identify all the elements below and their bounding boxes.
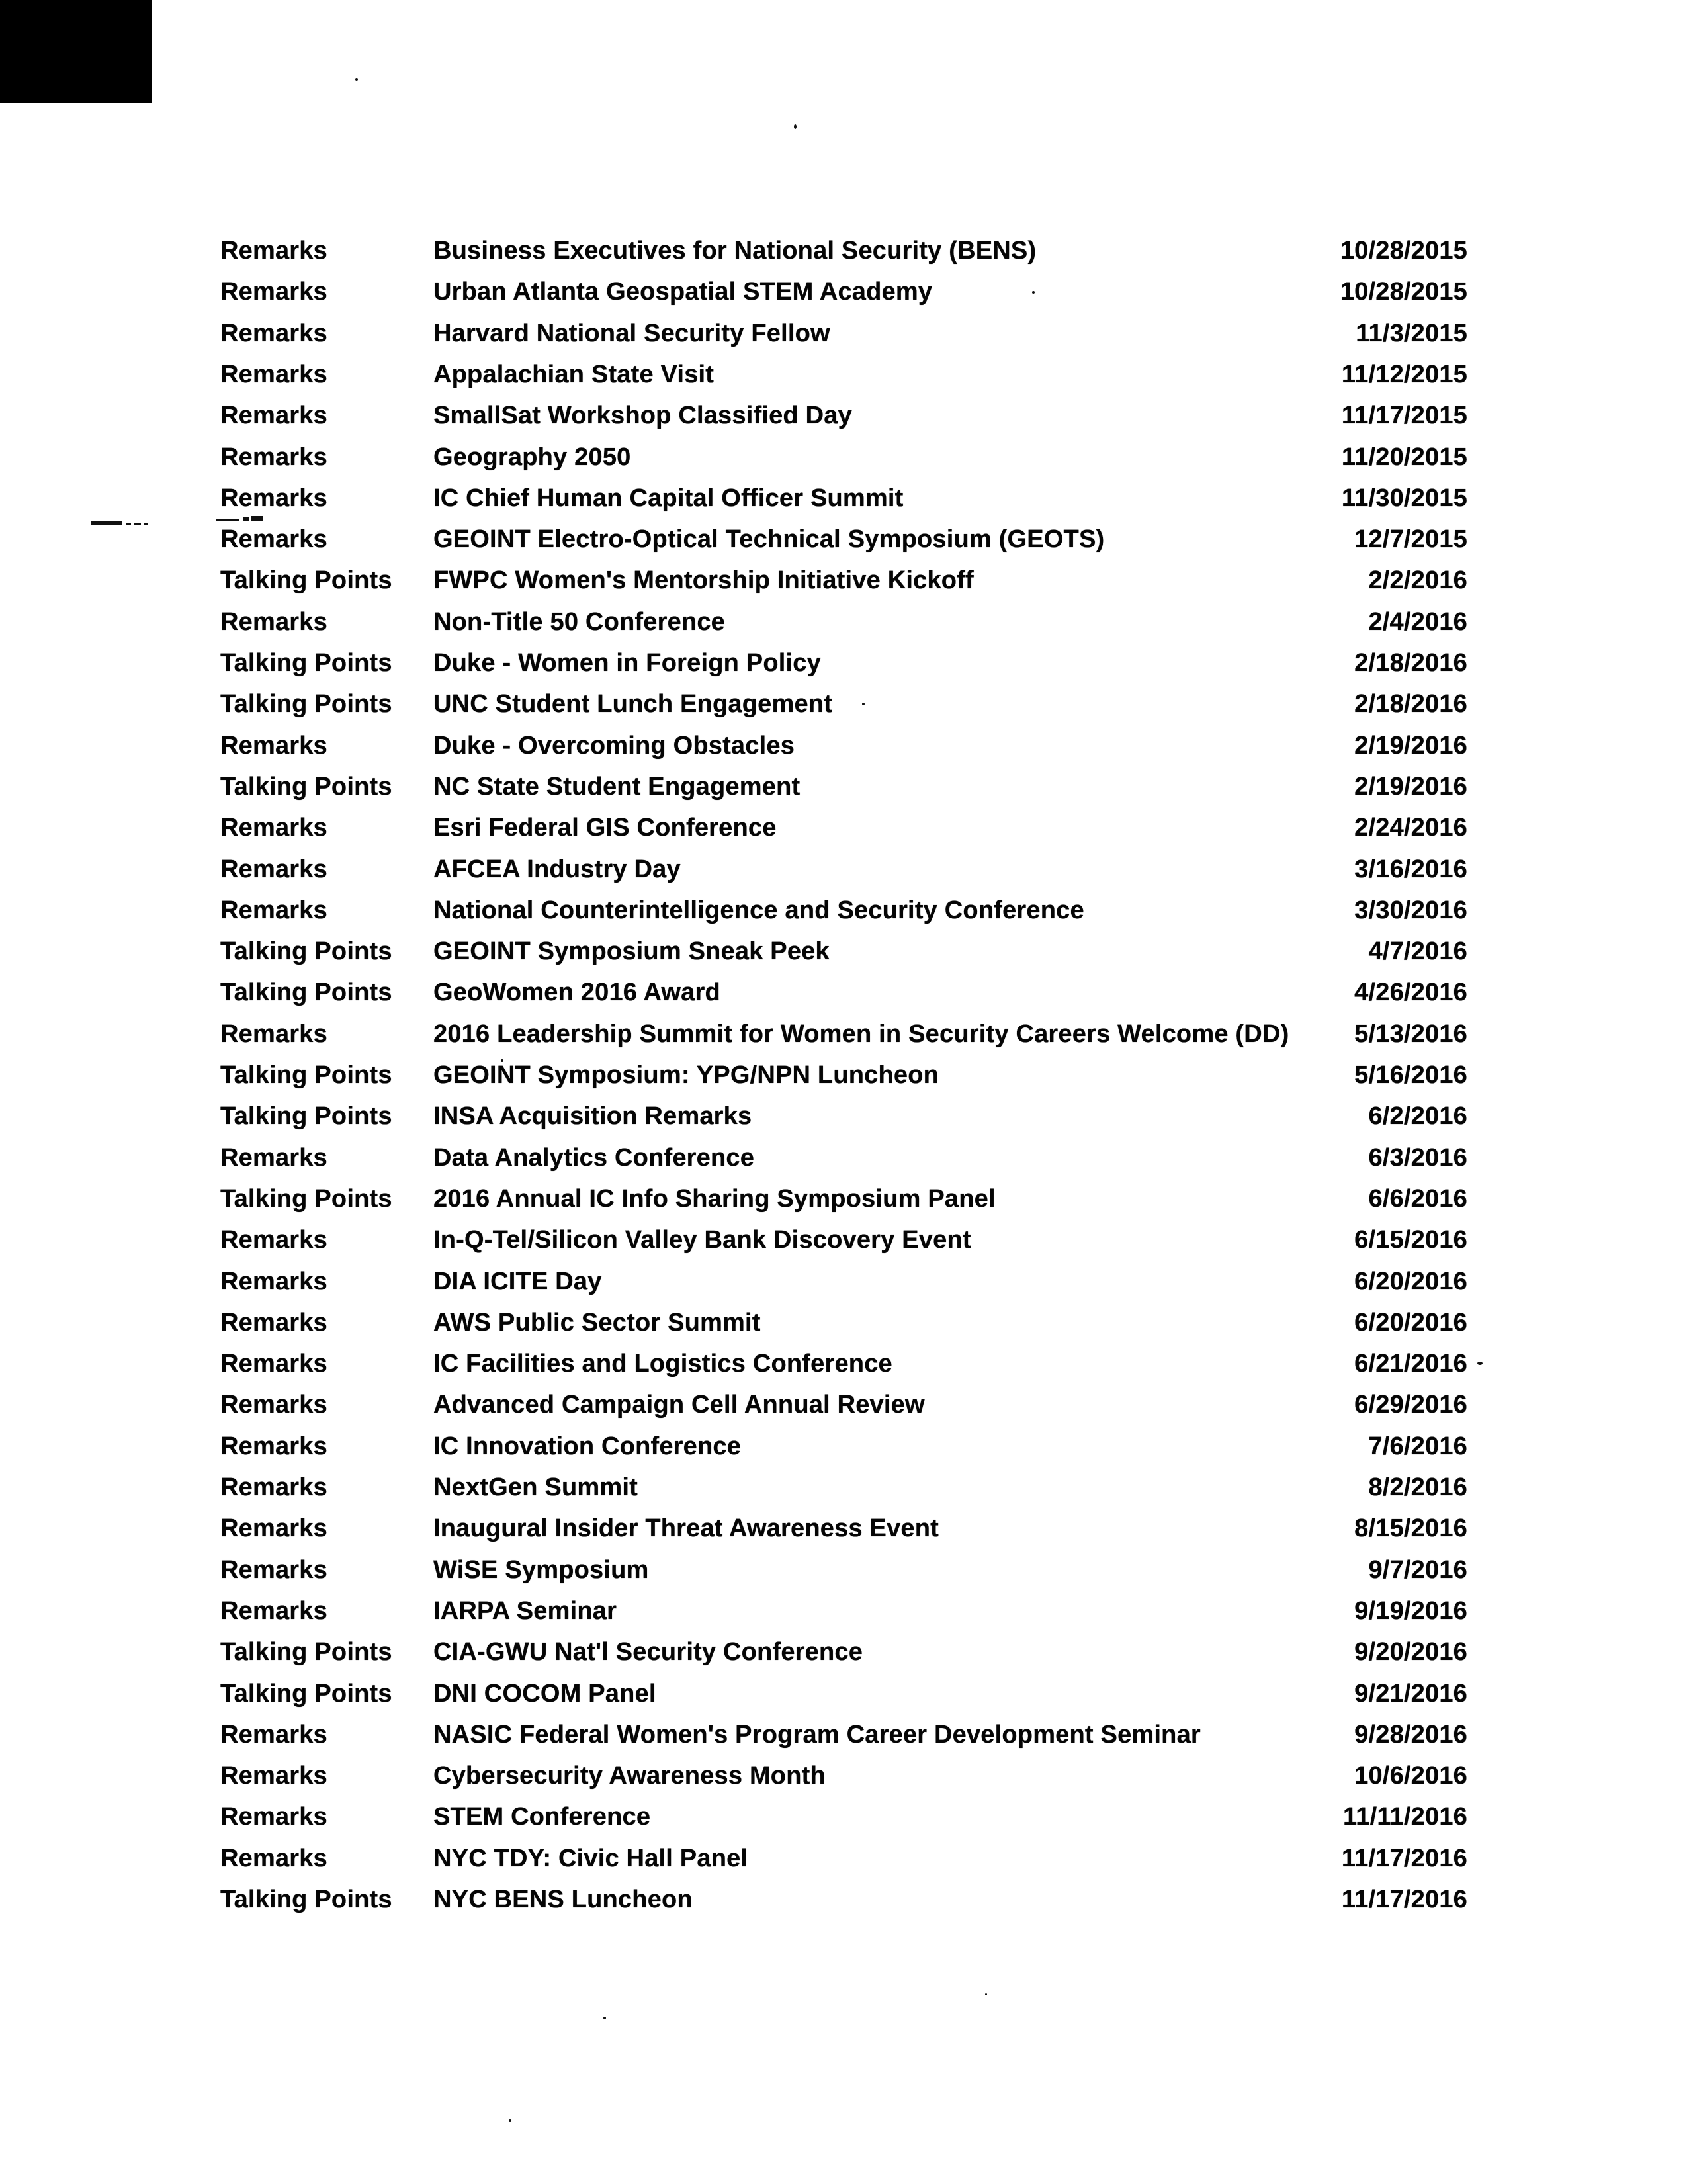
row-date-cell: 2/4/2016 [1368,608,1467,636]
row-type-cell: Remarks [220,525,327,553]
row-event-cell: Urban Atlanta Geospatial STEM Academy [433,278,933,306]
row-type-cell: Remarks [220,1020,327,1048]
table-row [0,320,1691,361]
row-type-cell: Remarks [220,1762,327,1790]
table-row [0,237,1691,278]
row-date-cell: 2/18/2016 [1354,690,1467,718]
row-type-cell: Remarks [220,1391,327,1419]
row-date-cell: 7/6/2016 [1368,1432,1467,1460]
table-row [0,979,1691,1020]
row-date-cell: 9/19/2016 [1354,1597,1467,1625]
table-row [0,1102,1691,1143]
table-row [0,1020,1691,1061]
row-event-cell: National Counterintelligence and Security Conference [433,896,1084,924]
table-row [0,443,1691,484]
row-event-cell: Inaugural Insider Threat Awareness Event [433,1514,939,1542]
row-event-cell: GEOINT Symposium Sneak Peek [433,938,830,965]
row-date-cell: 11/17/2015 [1341,402,1467,429]
row-date-cell: 2/19/2016 [1354,732,1467,760]
row-event-cell: AWS Public Sector Summit [433,1309,761,1336]
row-type-cell: Remarks [220,361,327,388]
row-type-cell: Talking Points [220,1680,392,1708]
row-date-cell: 6/20/2016 [1354,1268,1467,1295]
row-type-cell: Talking Points [220,1102,392,1130]
row-date-cell: 6/2/2016 [1368,1102,1467,1130]
row-date-cell: 2/2/2016 [1368,566,1467,594]
row-event-cell: GEOINT Electro-Optical Technical Symposium (GEOTS) [433,525,1105,553]
row-type-cell: Remarks [220,1226,327,1254]
row-type-cell: Talking Points [220,1061,392,1089]
row-date-cell: 5/13/2016 [1354,1020,1467,1048]
table-row [0,1268,1691,1309]
table-row [0,649,1691,690]
row-date-cell: 9/20/2016 [1354,1638,1467,1666]
row-type-cell: Talking Points [220,690,392,718]
row-event-cell: IC Facilities and Logistics Conference [433,1350,892,1377]
row-type-cell: Talking Points [220,566,392,594]
row-type-cell: Remarks [220,320,327,347]
row-date-cell: 11/3/2015 [1356,320,1467,347]
row-event-cell: NASIC Federal Women's Program Career Development Seminar [433,1721,1201,1749]
table-row [0,278,1691,319]
row-date-cell: 6/29/2016 [1354,1391,1467,1419]
table-row [0,1845,1691,1886]
row-event-cell: NextGen Summit [433,1473,638,1501]
table-row [0,1350,1691,1391]
table-row [0,855,1691,896]
row-event-cell: IC Chief Human Capital Officer Summit [433,484,904,512]
table-row [0,1473,1691,1514]
table-row [0,1721,1691,1762]
row-date-cell: 6/3/2016 [1368,1144,1467,1172]
row-event-cell: INSA Acquisition Remarks [433,1102,752,1130]
row-type-cell: Remarks [220,855,327,883]
row-event-cell: 2016 Leadership Summit for Women in Security Careers Welcome (DD) [433,1020,1289,1048]
row-date-cell: 6/20/2016 [1354,1309,1467,1336]
table-row [0,1886,1691,1927]
row-date-cell: 11/11/2016 [1343,1803,1467,1831]
row-event-cell: SmallSat Workshop Classified Day [433,402,852,429]
row-event-cell: Data Analytics Conference [433,1144,755,1172]
table-row [0,690,1691,731]
table-row [0,1226,1691,1267]
row-event-cell: Duke - Women in Foreign Policy [433,649,821,677]
table-row [0,484,1691,525]
row-date-cell: 12/7/2015 [1354,525,1467,553]
row-type-cell: Remarks [220,443,327,471]
row-type-cell: Talking Points [220,1886,392,1913]
row-event-cell: GEOINT Symposium: YPG/NPN Luncheon [433,1061,939,1089]
table-row [0,1391,1691,1432]
row-type-cell: Remarks [220,732,327,760]
row-type-cell: Talking Points [220,938,392,965]
table-row [0,1144,1691,1185]
row-event-cell: Geography 2050 [433,443,631,471]
table-row [0,814,1691,855]
table-row [0,566,1691,607]
row-date-cell: 8/15/2016 [1354,1514,1467,1542]
row-event-cell: FWPC Women's Mentorship Initiative Kickoff [433,566,974,594]
row-type-cell: Talking Points [220,1638,392,1666]
row-type-cell: Remarks [220,1309,327,1336]
row-event-cell: IC Innovation Conference [433,1432,742,1460]
row-event-cell: WiSE Symposium [433,1556,649,1584]
row-date-cell: 9/7/2016 [1368,1556,1467,1584]
row-event-cell: Advanced Campaign Cell Annual Review [433,1391,925,1419]
row-type-cell: Remarks [220,1845,327,1872]
table-row [0,773,1691,814]
row-event-cell: NC State Student Engagement [433,773,801,801]
table-row [0,402,1691,443]
table-row [0,608,1691,649]
row-date-cell: 6/21/2016 [1354,1350,1467,1377]
row-event-cell: GeoWomen 2016 Award [433,979,720,1006]
row-date-cell: 11/17/2016 [1341,1886,1467,1913]
row-event-cell: AFCEA Industry Day [433,855,681,883]
row-event-cell: DIA ICITE Day [433,1268,602,1295]
row-date-cell: 8/2/2016 [1368,1473,1467,1501]
row-type-cell: Remarks [220,1556,327,1584]
row-date-cell: 2/24/2016 [1354,814,1467,842]
table-row [0,1432,1691,1473]
row-date-cell: 10/6/2016 [1354,1762,1467,1790]
row-date-cell: 4/7/2016 [1368,938,1467,965]
row-date-cell: 11/20/2015 [1341,443,1467,471]
row-event-cell: NYC TDY: Civic Hall Panel [433,1845,748,1872]
row-type-cell: Remarks [220,896,327,924]
row-type-cell: Remarks [220,484,327,512]
row-date-cell: 10/28/2015 [1340,278,1467,306]
row-date-cell: 2/19/2016 [1354,773,1467,801]
row-type-cell: Remarks [220,814,327,842]
table-row [0,1061,1691,1102]
table-row [0,732,1691,773]
table-row [0,1309,1691,1350]
row-type-cell: Remarks [220,1597,327,1625]
row-type-cell: Remarks [220,237,327,265]
row-type-cell: Remarks [220,608,327,636]
row-event-cell: UNC Student Lunch Engagement [433,690,833,718]
row-type-cell: Remarks [220,402,327,429]
row-event-cell: STEM Conference [433,1803,651,1831]
row-event-cell: Harvard National Security Fellow [433,320,830,347]
row-type-cell: Talking Points [220,773,392,801]
row-event-cell: DNI COCOM Panel [433,1680,656,1708]
table-row [0,1185,1691,1226]
row-event-cell: In-Q-Tel/Silicon Valley Bank Discovery Event [433,1226,971,1254]
row-type-cell: Remarks [220,1268,327,1295]
row-date-cell: 11/12/2015 [1341,361,1467,388]
row-type-cell: Remarks [220,278,327,306]
row-type-cell: Talking Points [220,1185,392,1213]
table-row [0,1514,1691,1555]
row-date-cell: 2/18/2016 [1354,649,1467,677]
row-date-cell: 4/26/2016 [1354,979,1467,1006]
row-event-cell: IARPA Seminar [433,1597,617,1625]
row-event-cell: Appalachian State Visit [433,361,715,388]
table-row [0,1803,1691,1844]
table-row [0,1680,1691,1721]
table-row [0,1762,1691,1803]
row-type-cell: Remarks [220,1432,327,1460]
row-event-cell: Non-Title 50 Conference [433,608,725,636]
row-date-cell: 9/21/2016 [1354,1680,1467,1708]
row-event-cell: Duke - Overcoming Obstacles [433,732,795,760]
row-event-cell: Business Executives for National Security (BENS) [433,237,1037,265]
row-type-cell: Remarks [220,1144,327,1172]
row-date-cell: 6/6/2016 [1368,1185,1467,1213]
table-row [0,1638,1691,1679]
row-type-cell: Remarks [220,1803,327,1831]
row-type-cell: Remarks [220,1473,327,1501]
row-type-cell: Remarks [220,1721,327,1749]
row-date-cell: 9/28/2016 [1354,1721,1467,1749]
table-row [0,525,1691,566]
row-event-cell: 2016 Annual IC Info Sharing Symposium Panel [433,1185,996,1213]
row-date-cell: 10/28/2015 [1340,237,1467,265]
row-date-cell: 11/17/2016 [1341,1845,1467,1872]
row-date-cell: 3/30/2016 [1354,896,1467,924]
table-row [0,1556,1691,1597]
row-event-cell: CIA-GWU Nat'l Security Conference [433,1638,863,1666]
table-row [0,1597,1691,1638]
row-event-cell: Esri Federal GIS Conference [433,814,777,842]
table-row [0,361,1691,402]
row-date-cell: 5/16/2016 [1354,1061,1467,1089]
row-type-cell: Remarks [220,1350,327,1377]
row-type-cell: Talking Points [220,979,392,1006]
table-row [0,896,1691,938]
row-date-cell: 11/30/2015 [1341,484,1467,512]
row-type-cell: Remarks [220,1514,327,1542]
row-type-cell: Talking Points [220,649,392,677]
row-date-cell: 3/16/2016 [1354,855,1467,883]
table-row [0,938,1691,979]
row-date-cell: 6/15/2016 [1354,1226,1467,1254]
row-event-cell: Cybersecurity Awareness Month [433,1762,826,1790]
row-event-cell: NYC BENS Luncheon [433,1886,693,1913]
